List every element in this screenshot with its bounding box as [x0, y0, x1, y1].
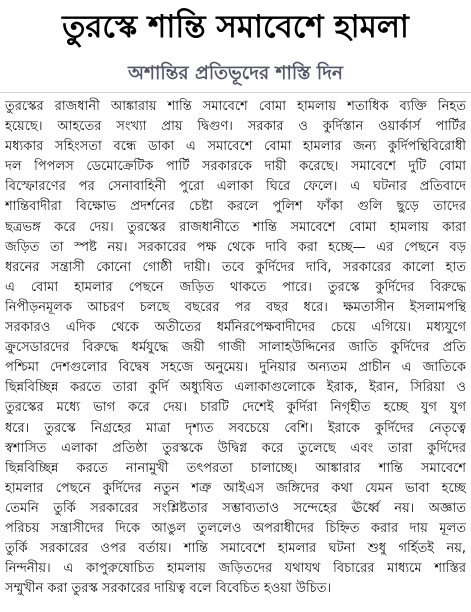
subheadline: অশান্তির প্রতিভূদের শাস্তি দিন — [128, 63, 343, 84]
article-line: তেমনি তুর্কি সরকারের সংশ্লিষ্টতার সম্ভাব্যতাও সন্দেহের ঊর্ধ্বে নয়। অজ্ঞাত — [5, 500, 466, 516]
article-line: হামলার পেছনে কুর্দিদের নতুন শত্রু আইএস জঙ্গিদের কথা যেমন ভাবা হচ্ছে — [5, 480, 466, 496]
article-line: শান্তিবাদীরা বিক্ষোভ প্রদর্শনের চেষ্টা করলে পুলিশ ফাঁকা গুলি ছুড়ে তাদের — [5, 199, 466, 215]
article-line: ছিন্নবিচ্ছিন্ন করতে তারা কুর্দি অধ্যুষিত এলাকাগুলোকে ইরাক, ইরান, সিরিয়া ও — [5, 380, 466, 396]
article-line: এ বোমা হামলার পেছনে জড়িত থাকতে পারে। তুরস্কে কুর্দিদের বিরুদ্ধে — [5, 279, 466, 295]
article-line: স্বশাসিত এলাকা প্রতিষ্ঠা তুরস্ককে উদ্বিগ্ন করে তুলেছে এবং তারা কুর্দিদের — [5, 440, 466, 456]
article-line: ছত্রভঙ্গ করে দেয়। তুরস্কের রাজধানীতে শান্তি সমাবেশে বোমা হামলায় কারা — [5, 219, 466, 235]
article-line: নিপীড়নমূলক আচরণ চলছে বছরের পর বছর ধরে। ক্ষমতাসীন ইসলামপন্থি — [5, 299, 466, 315]
article-line: মধ্যকার সহিংসতা বন্ধে ডাকা এ সমাবেশে বোমা হামলার জন্য কুর্দিপন্থিবিরোধী — [5, 139, 466, 155]
article-line: দল পিপলস ডেমোক্রেটিক পার্টি সরকারকে দায়ী করেছে। সমাবেশে দুটি বোমা — [5, 159, 466, 175]
article-line: তুরস্কের মধ্যে ভাগ করে দেয়। চারটি দেশেই কুর্দিরা নিগৃহীত হচ্ছে যুগ যুগ — [5, 400, 466, 416]
article-line: সম্মুখীন করা তুরস্ক সরকারের দায়িত্ব বলে বিবেচিত হওয়া উচিত। — [5, 581, 332, 597]
article-line: বিস্ফোরণের পর সেনাবাহিনী পুরো এলাকা ঘিরে ফেলে। এ ঘটনার প্রতিবাদে — [5, 179, 466, 195]
divider — [0, 92, 471, 93]
headline: তুরস্কে শান্তি সমাবেশে হামলা — [62, 9, 409, 45]
article-line: নিন্দনীয়। এ কাপুরুষোচিত হামলায় জড়িতদের যথাযথ বিচারের মাধ্যমে শাস্তির — [5, 561, 466, 577]
article-line: ধরনের সন্ত্রাসী কোনো গোষ্ঠী দায়ী। তবে কুর্দিদের দাবি, সরকারের কালো হাত — [5, 259, 466, 275]
article-line: তুরস্কের রাজধানী আঙ্কারায় শান্তি সমাবেশে বোমা হামলায় শতাধিক ব্যক্তি নিহত — [5, 99, 466, 114]
article-line: পশ্চিমা দেশগুলোর বিদ্বেষ সহজে অনুমেয়। দুনিয়ার অন্যতম প্রাচীন এ জাতিকে — [5, 360, 466, 376]
article-line: সরকারও এদিক থেকে অতীতের ধর্মনিরপেক্ষবাদীদের চেয়ে এগিয়ে। মধ্যযুগে — [5, 320, 466, 336]
article-line: ক্রুসেডারদের বিরুদ্ধে ধর্মযুদ্ধে জয়ী গাজী সালাহউদ্দিনের জাতি কুর্দিদের প্রতি — [5, 340, 466, 356]
article-line: জড়িত তা স্পষ্ট নয়। সরকারের পক্ষ থেকে দাবি করা হচ্ছে— এর পেছনে বড় — [5, 239, 466, 255]
article-line: পরিচয় সন্ত্রাসীদের দিকে আঙুল তুললেও অপরাধীদের চিহ্নিত করার দায় মূলত — [5, 520, 466, 536]
article-line: ছিন্নবিচ্ছিন্ন করতে নানামুখী তৎপরতা চালাচ্ছে। আঙ্কারার শান্তি সমাবেশে — [5, 460, 466, 476]
article-line: হয়েছে। আহতের সংখ্যা প্রায় দ্বিগুণ। সরকার ও কুর্দিস্তান ওয়ার্কার্স পার্টির — [5, 119, 466, 135]
article-body — [5, 97, 466, 609]
article-line: ধরে। তুরস্কে নিগ্রহের মাত্রা দৃশ্যত সবচেয়ে বেশি। ইরাকে কুর্দিদের নেতৃত্বে — [5, 420, 466, 436]
article-line: তুর্কি সরকারের ওপর বর্তায়। শান্তি সমাবেশে হামলার ঘটনা শুধু গর্হিতই নয়, — [5, 541, 466, 557]
